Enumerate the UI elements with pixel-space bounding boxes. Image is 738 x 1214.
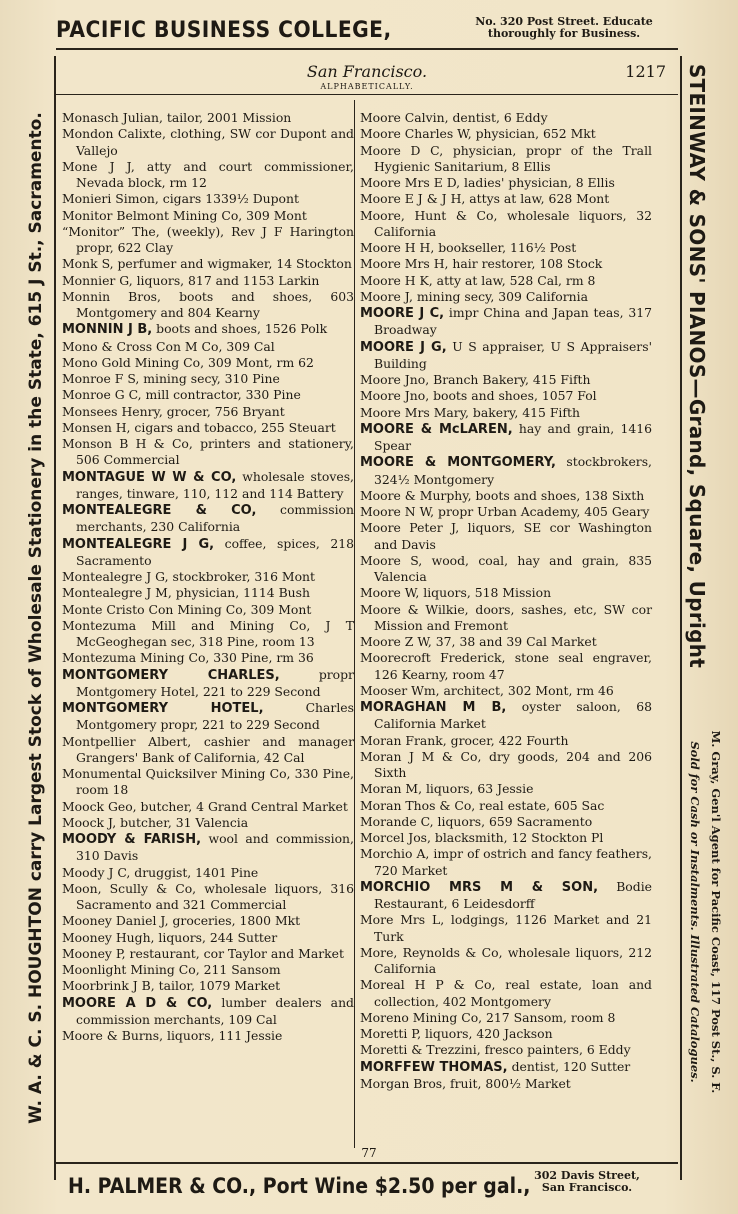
directory-entry [360,699,652,733]
entry-text: Moock J, butcher, 31 Valencia [62,814,249,830]
entry-text: boots and shoes, 1526 Polk [156,321,328,337]
entry-text: Moorecroft Frederick, stone seal engraver, 126 Kearny, room 47 [360,650,652,682]
directory-entry [360,504,652,520]
entry-text: Monitor Belmont Mining Co, 309 Mont [62,207,307,223]
directory-entry [360,1026,652,1042]
entry-text: Montezuma Mill and Mining Co, J T McGeoghegan sec, 318 Pine, room 13 [62,617,354,649]
city-heading: San Francisco. [306,62,428,81]
entry-text: Moody J C, druggist, 1401 Pine [62,864,259,880]
entry-text: Monte Cristo Con Mining Co, 309 Mont [62,601,312,617]
entry-text: U S appraiser, U S Appraisers' Building [374,338,652,371]
directory-entry [62,815,354,831]
directory-entry [62,1028,354,1044]
entry-text: Moore H K, atty at law, 528 Cal, rm 8 [360,272,596,288]
entry-text: Moore Calvin, dentist, 6 Eddy [360,110,548,125]
directory-entry [360,256,652,272]
directory-entry [62,289,354,322]
entry-text: Moock Geo, butcher, 4 Grand Central Market [62,798,348,814]
entry-text: Monasch Julian, tailor, 2001 Mission [62,110,292,125]
directory-entry [360,289,652,305]
directory-entry [62,585,354,601]
directory-entry [62,436,354,469]
directory-entry [360,208,652,241]
directory-entry [62,404,354,420]
directory-entry [360,454,652,488]
directory-entry [360,879,652,913]
directory-entry [360,733,652,749]
directory-entry [62,978,354,994]
top-advertisement [56,12,678,50]
entry-text: Moore & Burns, liquors, 111 Jessie [62,1028,283,1043]
entry-text: stockbrokers, 324½ Montgomery [374,454,652,487]
entry-text: Monsees Henry, grocer, 756 Bryant [62,403,285,419]
directory-entry [62,536,354,570]
directory-entry [62,208,354,224]
entry-text: Bodie Restaurant, 6 Leidesdorff [374,878,652,911]
directory-entry [62,110,354,126]
entry-text: Moore N W, propr Urban Academy, 405 Geary [360,504,650,519]
entry-text: Mone J J, atty and court commissioner, Nevada block, rm 12 [62,158,354,190]
directory-entry [360,175,652,191]
entry-text: Montezuma Mining Co, 330 Pine, rm 36 [62,650,314,666]
directory-entry [360,912,652,945]
entry-text: Moreno Mining Co, 217 Sansom, room 8 [360,1009,616,1025]
entry-text: dentist, 120 Sutter [511,1058,631,1074]
entry-heading: MONTEALEGRE & CO, [62,503,257,518]
entry-text: Charles Montgomery propr, 221 to 229 Second [76,700,354,733]
entry-text: Moon, Scully & Co, wholesale liquors, 316 Sacramento and 321 Commercial [62,880,354,912]
entry-text: Morgan Bros, fruit, 800½ Market [360,1075,571,1091]
entry-text: “Monitor” The, (weekly), Rev J F Harington propr, 622 Clay [62,223,354,255]
directory-entry [360,372,652,388]
directory-entry [360,846,652,879]
entry-heading: MOODY & FARISH, [62,832,202,847]
right-side-ad-sub1: Sold for Cash or Instalments. Illustrated Catalogues. [688,741,702,1083]
entry-text: coffee, spices, 218 Sacramento [76,535,354,568]
directory-entry [62,420,354,436]
entry-text: Moore E J & J H, attys at law, 628 Mont [360,191,610,207]
right-side-advertisement [680,56,726,1180]
entry-text: Morcel Jos, blacksmith, 12 Stockton Pl [360,830,604,845]
directory-entry [360,1010,652,1026]
directory-entry [360,553,652,586]
directory-entry [360,602,652,635]
directory-entry [360,488,652,504]
entry-text: Moore S, wood, coal, hay and grain, 835 Valencia [360,552,652,584]
entry-heading: MONNIN J B, [62,322,153,338]
bottom-ad-address [496,1170,678,1194]
entry-text: Moore D C, physician, propr of the Trall Hygienic Sanitarium, 8 Ellis [360,142,652,174]
bottom-ad-address-line1: 302 Davis Street, [534,1169,640,1182]
directory-entry [360,339,652,373]
entry-text: propr Montgomery Hotel, 221 to 229 Second [76,666,354,699]
top-ad-name: PACIFIC BUSINESS COLLEGE, [56,17,392,43]
directory-entry [62,339,354,355]
directory-entry [62,371,354,387]
directory-entry [62,650,354,666]
directory-entry [360,749,652,782]
directory-entry [360,405,652,421]
entry-text: Monnier G, liquors, 817 and 1153 Larkin [62,272,320,288]
entry-text: Moran Frank, grocer, 422 Fourth [360,732,569,748]
entry-text: Moore & Wilkie, doors, sashes, etc, SW cor Mission and Fremont [360,601,652,633]
entry-text: Moreal H P & Co, real estate, loan and collection, 402 Montgomery [360,977,652,1009]
entry-text: Moore W, liquors, 518 Mission [360,585,552,601]
directory-entry [62,191,354,207]
entry-text: Moorbrink J B, tailor, 1079 Market [62,978,281,994]
entry-text: Moore, Hunt & Co, wholesale liquors, 32 California [360,207,652,239]
entry-text: Mooser Wm, architect, 302 Mont, rm 46 [360,682,614,698]
column-divider [354,100,355,1148]
directory-entry [62,569,354,585]
directory-entry [360,650,652,683]
directory-entry [360,1059,652,1076]
entry-heading: MOORE & McLAREN, [360,421,513,437]
directory-entry [62,602,354,618]
directory-entry [360,830,652,846]
directory-entry [360,814,652,830]
entry-text: Moonlight Mining Co, 211 Sansom [62,962,281,977]
entry-heading: MORCHIO MRS M & SON, [360,879,599,895]
entry-text: Moran Thos & Co, real estate, 605 Sac [360,797,605,813]
entry-text: Morande C, liquors, 659 Sacramento [360,813,593,829]
entry-heading: MORAGHAN M B, [360,700,507,715]
entry-text: Moore J, mining secy, 309 California [360,288,588,304]
directory-entry [62,995,354,1029]
directory-entry [62,355,354,371]
entry-text: Mono Gold Mining Co, 309 Mont, rm 62 [62,354,314,370]
entry-heading: MONTGOMERY CHARLES, [62,667,280,683]
directory-entry [360,634,652,650]
directory-entry [62,387,354,403]
entry-text: Moretti P, liquors, 420 Jackson [360,1026,553,1041]
entry-heading: MONTEALEGRE J G, [62,536,215,552]
directory-entry [360,388,652,404]
entry-text: Montealegre J M, physician, 1114 Bush [62,585,310,601]
left-directory-column [62,110,354,1044]
right-side-ad-main: STEINWAY & SONS' PIANOS—Grand, Square, Upright [685,63,709,669]
entry-text: Mooney Hugh, liquors, 244 Sutter [62,929,278,945]
entry-text: Moran M, liquors, 63 Jessie [360,781,534,797]
directory-entry [62,913,354,929]
directory-entry [360,110,652,126]
entry-text: wholesale stoves, ranges, tinware, 110, 112 and 114 Battery [76,468,354,501]
entry-text: Mooney Daniel J, groceries, 1800 Mkt [62,913,301,929]
entry-text: Monsen H, cigars and tobacco, 255 Steuart [62,419,336,435]
directory-entry [62,502,354,536]
entry-text: Moore Charles W, physician, 652 Mkt [360,126,596,142]
directory-entry [360,585,652,601]
entry-text: lumber dealers and commission merchants, 109 Cal [76,994,354,1027]
entry-text: wool and commission, 310 Davis [76,831,354,864]
directory-entry [360,683,652,699]
entry-text: Monroe G C, mill contractor, 330 Pine [62,387,301,403]
bottom-advertisement [56,1162,678,1208]
entry-text: Moretti & Trezzini, fresco painters, 6 Eddy [360,1042,631,1058]
directory-entry [62,930,354,946]
directory-entry [360,798,652,814]
entry-text: Moore Mrs H, hair restorer, 108 Stock [360,256,603,272]
directory-entry [360,421,652,455]
directory-entry [62,962,354,978]
entry-text: commission merchants, 230 California [76,502,354,535]
directory-entry [62,159,354,192]
left-side-ad-text: W. A. & C. S. HOUGHTON carry Largest Stock of Wholesale Stationery in the State, 615 J St., Sacramento. [26,112,46,1124]
bottom-ad-address-line2: San Francisco. [541,1181,633,1194]
directory-entry [360,1076,652,1092]
entry-text: Monumental Quicksilver Mining Co, 330 Pine, room 18 [62,766,354,798]
entry-text: Monk S, perfumer and wigmaker, 14 Stockton [62,256,352,272]
directory-entry [360,240,652,256]
entry-heading: MOORE J C, [360,306,445,321]
folio-number: 77 [361,1146,377,1160]
directory-entry [360,520,652,553]
entry-text: Moore Jno, boots and shoes, 1057 Fol [360,388,597,404]
entry-text: Moore H H, bookseller, 116½ Post [360,240,577,255]
directory-entry [62,766,354,799]
entry-text: Monson B H & Co, printers and stationery, 506 Commercial [62,436,354,468]
entry-heading: MOORE J G, [360,339,447,355]
directory-entry [62,799,354,815]
directory-entry [62,224,354,257]
entry-text: Mondon Calixte, clothing, SW cor Dupont and Vallejo [62,126,354,158]
entry-text: oyster saloon, 68 California Market [374,699,652,732]
entry-text: Mooney P, restaurant, cor Taylor and Market [62,945,344,961]
top-ad-detail-line2: thoroughly for Business. [487,27,641,40]
right-side-ad-sub2: M. Gray, Gen'l Agent for Pacific Coast, 117 Post St., S. F. [709,730,723,1094]
entry-text: Moore Z W, 37, 38 and 39 Cal Market [360,634,597,649]
entry-text: impr China and Japan teas, 317 Broadway [374,305,652,338]
entry-text: Montealegre J G, stockbroker, 316 Mont [62,569,316,584]
entry-text: More, Reynolds & Co, wholesale liquors, 212 California [360,944,652,976]
top-ad-detail [444,16,684,40]
left-side-advertisement [18,56,56,1180]
entry-text: Monieri Simon, cigars 1339½ Dupont [62,191,299,207]
directory-entry [360,305,652,339]
directory-entry [360,977,652,1010]
directory-entry [62,256,354,272]
directory-entry [360,191,652,207]
entry-text: Moore Peter J, liquors, SE cor Washington and Davis [360,520,652,552]
directory-entry [62,881,354,914]
entry-text: More Mrs L, lodgings, 1126 Market and 21 Turk [360,912,652,944]
entry-text: Moore Mrs E D, ladies' physician, 8 Ellis [360,175,615,190]
bottom-ad-main: H. PALMER & CO., Port Wine $2.50 per gal., [68,1174,531,1198]
directory-entry [62,273,354,289]
directory-entry [62,321,354,338]
entry-text: Mono & Cross Con M Co, 309 Cal [62,338,275,354]
directory-entry [360,1042,652,1058]
directory-entry [360,273,652,289]
page-number: 1217 [625,62,666,81]
directory-entry [62,734,354,767]
entry-text: hay and grain, 1416 Spear [374,420,653,453]
top-ad-detail-line1: No. 320 Post Street. Educate [475,15,653,28]
entry-text: Moore Mrs Mary, bakery, 415 Fifth [360,404,580,420]
directory-entry [360,945,652,978]
running-header [56,60,678,95]
entry-text: Monnin Bros, boots and shoes, 603 Montgomery and 804 Kearny [62,288,354,320]
directory-entry [360,781,652,797]
right-directory-column [360,110,652,1092]
entry-text: Moore & Murphy, boots and shoes, 138 Sixth [360,487,645,503]
directory-entry [62,667,354,701]
directory-entry [62,618,354,651]
directory-entry [360,143,652,176]
entry-text: Moran J M & Co, dry goods, 204 and 206 Sixth [360,748,652,780]
directory-entry [62,865,354,881]
directory-entry [62,469,354,503]
directory-entry [62,946,354,962]
directory-entry [360,126,652,142]
entry-heading: MORFFEW THOMAS, [360,1059,508,1075]
entry-heading: MOORE A D & CO, [62,995,213,1011]
entry-heading: MONTGOMERY HOTEL, [62,701,264,716]
directory-entry [62,700,354,734]
directory-entry [62,126,354,159]
entry-text: Morchio A, impr of ostrich and fancy feathers, 720 Market [360,846,652,878]
alphabetically-subtitle: ALPHABETICALLY. [320,82,414,91]
directory-entry [62,831,354,865]
entry-text: Moore Jno, Branch Bakery, 415 Fifth [360,372,591,387]
entry-heading: MOORE & MONTGOMERY, [360,455,556,471]
entry-heading: MONTAGUE W W & CO, [62,469,237,485]
entry-text: Montpellier Albert, cashier and manager Grangers' Bank of California, 42 Cal [62,733,354,765]
entry-text: Monroe F S, mining secy, 310 Pine [62,371,280,386]
